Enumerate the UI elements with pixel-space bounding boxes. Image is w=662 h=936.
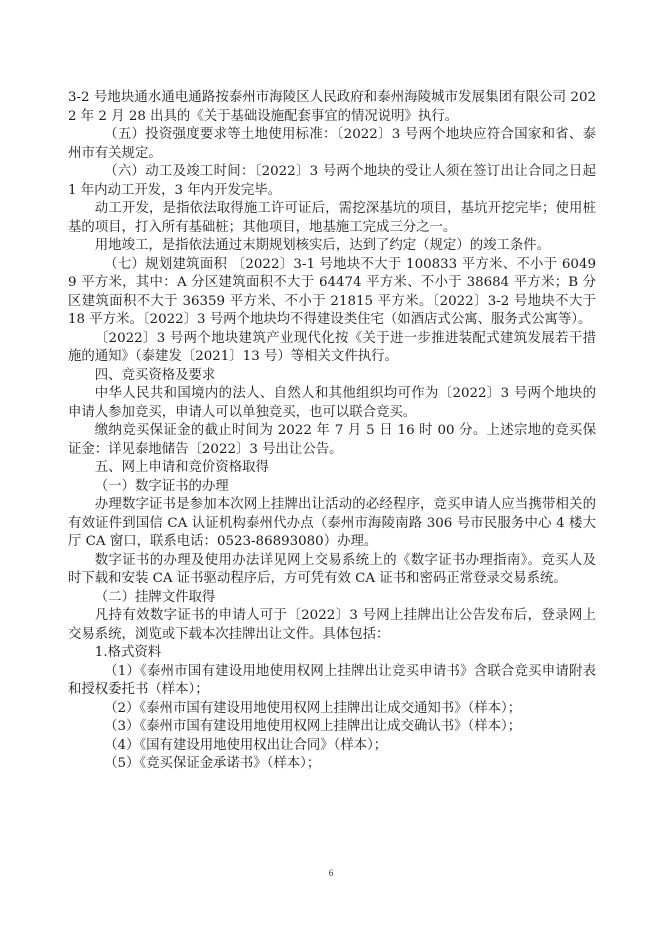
paragraph-completion-definition: 用地竣工，是指依法通过末期规划核实后，达到了约定（规定）的竣工条件。: [94, 238, 551, 253]
list-item: （1）《泰州市国有建设用地使用权网上挂牌出让竞买申请书》含联合竞买申请附表和授权委托书（样本）；: [68, 663, 596, 697]
paragraph-investment-standard: （五）投资强度要求等土地使用标准：〔2022〕3 号两个地块应符合国家和省、泰州市有关规定。: [68, 127, 596, 161]
paragraph-certificate-guide: 数字证书的办理及使用办法详见网上交易系统上的《数字证书办理指南》。竞买人及时下载和安装 CA 证书驱动程序后，方可凭有效 CA 证书和密码正常登录交易系统。: [68, 552, 596, 586]
document-body: [68, 89, 596, 774]
list-heading-formats: 1.格式资料: [94, 645, 162, 660]
paragraph-construction-time: （六）动工及竣工时间：〔2022〕3 号两个地块的受让人须在签订出让合同之日起 1 年内动工开发，3 年内开发完毕。: [68, 164, 596, 198]
paragraph-applicants: 中华人民共和国境内的法人、自然人和其他组织均可作为〔2022〕3 号两个地块的申请人参加竞买，申请人可以单独竞买，也可以联合竞买。: [68, 386, 596, 420]
section-heading-qualification: 四、竞买资格及要求: [94, 367, 216, 383]
paragraph-prefab-construction: 〔2022〕3 号两个地块建筑产业现代化按《关于进一步推进装配式建筑发展若干措施的通知》（泰建发〔2021〕13 号）等相关文件执行。: [68, 330, 596, 364]
list-item: （4）《国有建设用地使用权出让合同》（样本）；: [104, 737, 388, 753]
paragraph-document-access: 凡持有效数字证书的申请人可于〔2022〕3 号网上挂牌出让公告发布后，登录网上交易系统，浏览或下载本次挂牌出让文件。具体包括：: [68, 608, 596, 642]
list-item: （2）《泰州市国有建设用地使用权网上挂牌出让成交通知书》（样本）；: [104, 700, 522, 716]
section-heading-online-application: 五、网上申请和竞价资格取得: [94, 460, 269, 475]
page-number: 6: [328, 868, 334, 878]
list-item: （3）《泰州市国有建设用地使用权网上挂牌出让成交确认书》（样本）；: [104, 719, 522, 734]
paragraph-infrastructure: 3-2 号地块通水通电通路按泰州市海陵区人民政府和泰州海陵城市发展集团有限公司 2022 年 2 月 28 出具的《关于基础设施配套事宜的情况说明》执行。: [68, 90, 596, 124]
paragraph-building-area: （七）规划建筑面积 〔2022〕3-1 号地块不大于 100833 平方米、不小于 60499 平方米，其中：A 分区建筑面积不大于 64474 平方米、不小于 38684 平方米；B 分区建筑面积不大于 36359 平方米、不小于 21815 平方米。〔2022〕3-2 号地块不大于 18 平方米。〔2022〕3 号两个地块均不得建设类住宅（如酒店式公寓、服务式公寓等）。: [68, 256, 596, 327]
subheading-listing-documents: （二）挂牌文件取得: [94, 589, 216, 605]
list-item: （5）《竞买保证金承诺书》（样本）；: [104, 756, 321, 771]
paragraph-deposit-deadline: 缴纳竞买保证金的截止时间为 2022 年 7 月 5 日 16 时 00 分。上述宗地的竞买保证金：详见泰地储告〔2022〕3 号出让公告。: [68, 423, 596, 457]
subheading-digital-certificate: （一）数字证书的办理: [94, 478, 229, 494]
paragraph-certificate-processing: 办理数字证书是参加本次网上挂牌出让活动的必经程序，竞买申请人应当携带相关的有效证件到国信 CA 认证机构泰州代办点（泰州市海陵南路 306 号市民服务中心 4 楼大厅 CA 窗口，联系电话：0523-86893080）办理。: [68, 497, 596, 549]
paragraph-start-definition: 动工开发，是指依法取得施工许可证后，需挖深基坑的项目，基坑开挖完毕；使用桩基的项目，打入所有基础桩；其他项目，地基施工完成三分之一。: [68, 201, 596, 235]
